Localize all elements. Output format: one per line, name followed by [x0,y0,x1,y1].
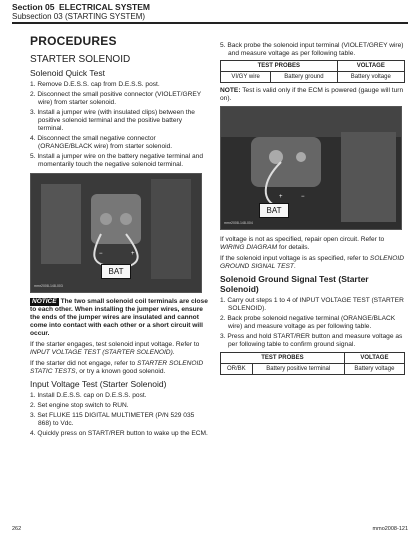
paragraph-text: If voltage is not as specified, repair open circuit. Refer to [220,236,385,243]
section-title: ELECTRICAL SYSTEM [58,2,150,12]
photo-caption: mmr2008-148-004 [224,221,253,225]
battery-label: BAT [259,203,289,218]
section-number: Section 05 [12,2,55,12]
list-item: 4. Disconnect the small negative connector (ORANGE/BLACK wire) from starter solenoid. [30,135,173,150]
ground-signal-steps [220,297,405,349]
table-header: VOLTAGE [337,61,404,72]
table-row [221,364,405,375]
list-item: 4. Quickly press on START/RER button to wake up the ECM. [30,430,208,437]
header-rule [12,22,408,24]
ground-signal-heading: Solenoid Ground Signal Test (Starter Solenoid) [220,274,369,294]
list-item: 3. Press and hold START/RER button and measure voltage as per following table to confirm ground signal. [220,333,403,348]
note [220,87,405,103]
voltage-table-1 [220,60,405,83]
input-terminal-photo-drawing [221,107,401,229]
list-item: 1. Carry out steps 1 to 4 of INPUT VOLTAGE TEST (STARTER SOLENOID). [220,297,404,312]
list-item: 3. Set FLUKE 115 DIGITAL MULTIMETER (P/N 529 035 868) to Vdc. [30,412,195,427]
cross-reference-link[interactable]: STARTER SOLENOID STATIC TESTS [30,360,204,375]
photo-caption: mmr2008-148-003 [34,284,63,288]
solenoid-photo [30,173,202,293]
plus-sign: + [279,194,283,200]
input-voltage-heading: Input Voltage Test (Starter Solenoid) [30,379,167,389]
right-column [220,42,405,375]
paragraph-text: If the solenoid input voltage is as specified, refer to [220,255,370,262]
list-item: 2. Back probe solenoid negative terminal (ORANGE/BLACK wire) and measure voltage as per following table. [220,315,396,330]
subsection-number: Subsection 03 [12,12,63,21]
list-item: 1. Remove D.E.S.S. cap from D.E.S.S. post. [30,81,160,88]
paragraph [30,341,208,357]
page-header [12,3,150,21]
paragraph [220,255,405,271]
battery-label: BAT [101,264,131,279]
paragraph-text: If the starter did not engage, refer to [30,360,138,367]
page-footer [12,526,408,532]
table-row [221,72,405,83]
voltage-table-2 [220,352,405,375]
list-item: 5. Install a jumper wire on the battery negative terminal and momentarily touch the negative solenoid terminal. [30,153,203,168]
cross-reference-link[interactable]: SOLENOID GROUND SIGNAL TEST [220,255,404,270]
notice-tag: NOTICE [32,298,57,305]
list-item: 2. Disconnect the small positive connector (VIOLET/GREY wire) from starter solenoid. [30,91,202,106]
paragraph-text: . [293,263,296,270]
table-cell: Battery voltage [344,364,404,375]
plus-sign: + [131,251,135,257]
paragraph-text: , or try a known good solenoid. [75,368,166,375]
list-item: 1. Install D.E.S.S. cap on D.E.S.S. post. [30,392,147,399]
table-cell: VI/GY wire [221,72,271,83]
minus-sign: − [301,194,305,200]
cross-reference-link[interactable]: INPUT VOLTAGE TEST (STARTER SOLENOID) [30,349,173,356]
quick-test-heading: Solenoid Quick Test [30,68,105,78]
paragraph [220,236,405,252]
table-cell: Battery ground [271,72,337,83]
list-item: 3. Install a jumper wire (with insulated clips) between the positive solenoid terminal and the positive battery terminal. [30,109,195,132]
quick-test-steps [30,81,208,169]
paragraph-text: . [172,349,175,356]
subsection-title: (STARTING SYSTEM) [64,12,146,21]
note-label: NOTE: [220,87,241,94]
step-five [220,42,405,58]
left-column [30,34,208,440]
table-header: TEST PROBES [221,353,345,364]
page-number: 262 [12,526,22,532]
input-voltage-steps [30,392,208,438]
table-header: VOLTAGE [344,353,404,364]
document-code: mmo2008-121 [372,526,408,532]
paragraph [30,360,208,376]
table-cell: Battery positive terminal [252,364,344,375]
starter-solenoid-heading: STARTER SOLENOID [30,54,131,65]
notice-block [30,298,208,338]
notice-text: The two small solenoid coil terminals are close to each other. When installing the jumper wires, ensure the ends of the jumper wires are insulated and cannot come into contact with each other or a short circuit will occur. [30,298,208,337]
note-text: Test is valid only if the ECM is powered (gauge will turn on). [220,87,404,102]
minus-sign: − [99,251,103,257]
input-terminal-photo [220,106,402,230]
table-header: TEST PROBES [221,61,338,72]
table-cell: Battery voltage [337,72,404,83]
procedures-heading: PROCEDURES [30,34,117,48]
list-item: 2. Set engine stop switch to RUN. [30,402,129,409]
cross-reference-link[interactable]: WIRING DIAGRAM [220,244,278,251]
paragraph-text: for details. [277,244,310,251]
table-cell: OR/BK [221,364,253,375]
list-item: 5. Back probe the solenoid input terminal (VIOLET/GREY wire) and measure voltage as per following table. [220,42,404,57]
paragraph-text: If the starter engages, test solenoid input voltage. Refer to [30,341,200,348]
